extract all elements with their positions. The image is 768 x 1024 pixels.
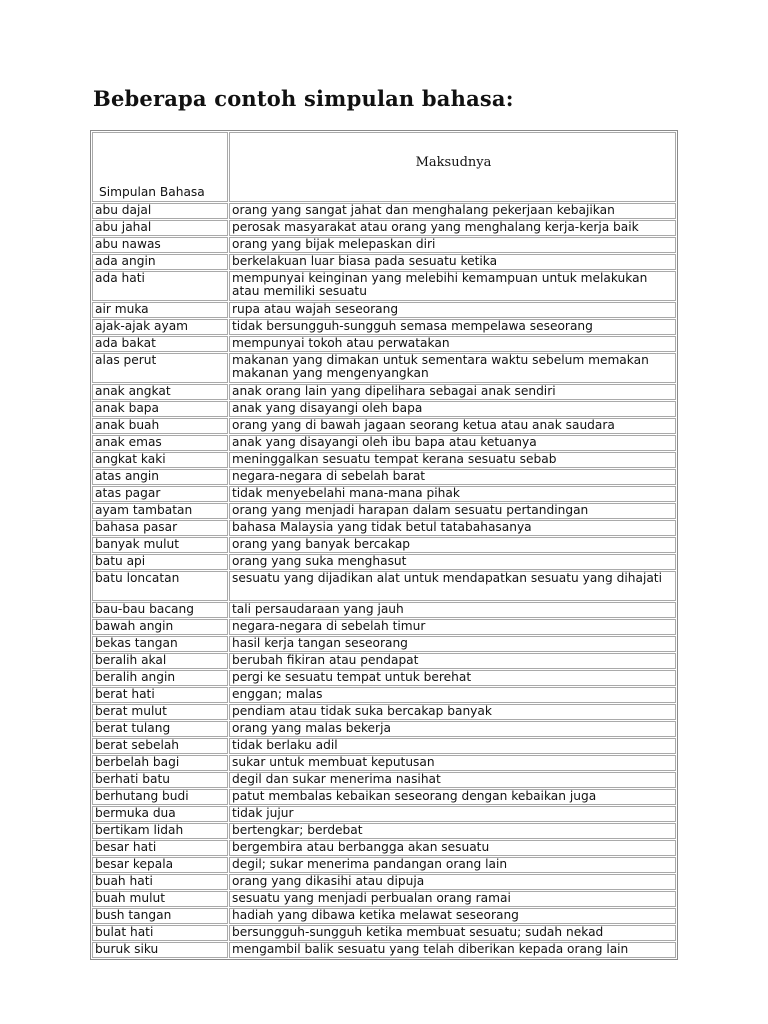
idiom-cell: atas angin (92, 469, 228, 485)
table-row (92, 670, 676, 686)
idiom-cell: berat tulang (92, 721, 228, 737)
meaning-cell: tali persaudaraan yang jauh (229, 602, 676, 618)
idiom-cell: buah mulut (92, 891, 228, 907)
meaning-cell: sesuatu yang dijadikan alat untuk mendapatkan sesuatu yang dihajati (229, 571, 676, 601)
idiom-cell: abu nawas (92, 237, 228, 253)
meaning-cell: hasil kerja tangan seseorang (229, 636, 676, 652)
meaning-cell: sesuatu yang menjadi perbualan orang ramai (229, 891, 676, 907)
table-row (92, 401, 676, 417)
idiom-cell: ada hati (92, 271, 228, 301)
table-row (92, 554, 676, 570)
table-row (92, 891, 676, 907)
idiom-cell: atas pagar (92, 486, 228, 502)
idiom-cell: besar kepala (92, 857, 228, 873)
meaning-cell: orang yang suka menghasut (229, 554, 676, 570)
idiom-cell: buah hati (92, 874, 228, 890)
idiom-cell: ayam tambatan (92, 503, 228, 519)
table-row (92, 772, 676, 788)
table-row (92, 874, 676, 890)
meaning-cell: orang yang menjadi harapan dalam sesuatu pertandingan (229, 503, 676, 519)
table-row (92, 520, 676, 536)
table-header-row (92, 132, 676, 202)
meaning-cell: berubah fikiran atau pendapat (229, 653, 676, 669)
idiom-cell: besar hati (92, 840, 228, 856)
idiom-cell: air muka (92, 302, 228, 318)
idiom-cell: anak buah (92, 418, 228, 434)
meaning-cell: tidak menyebelahi mana-mana pihak (229, 486, 676, 502)
idiom-cell: bertikam lidah (92, 823, 228, 839)
meaning-cell: mengambil balik sesuatu yang telah diberikan kepada orang lain (229, 942, 676, 958)
table-row (92, 806, 676, 822)
table-row (92, 469, 676, 485)
meaning-cell: orang yang bijak melepaskan diri (229, 237, 676, 253)
idiom-cell: bermuka dua (92, 806, 228, 822)
table-row (92, 721, 676, 737)
idiom-cell: bawah angin (92, 619, 228, 635)
idiom-cell: bulat hati (92, 925, 228, 941)
idiom-cell: beralih akal (92, 653, 228, 669)
table-row (92, 271, 676, 301)
table-row (92, 857, 676, 873)
table-row (92, 302, 676, 318)
idiom-cell: berhutang budi (92, 789, 228, 805)
meaning-cell: pendiam atau tidak suka bercakap banyak (229, 704, 676, 720)
meaning-cell: negara-negara di sebelah timur (229, 619, 676, 635)
meaning-cell: tidak berlaku adil (229, 738, 676, 754)
idiom-cell: batu api (92, 554, 228, 570)
meaning-cell: perosak masyarakat atau orang yang menghalang kerja-kerja baik (229, 220, 676, 236)
idiom-cell: banyak mulut (92, 537, 228, 553)
meaning-cell: degil dan sukar menerima nasihat (229, 772, 676, 788)
table-row (92, 789, 676, 805)
table-row (92, 203, 676, 219)
table-row (92, 942, 676, 958)
idiom-cell: abu jahal (92, 220, 228, 236)
meaning-cell: patut membalas kebaikan seseorang dengan kebaikan juga (229, 789, 676, 805)
table-row (92, 435, 676, 451)
table-row (92, 653, 676, 669)
idiom-cell: bahasa pasar (92, 520, 228, 536)
idiom-cell: beralih angin (92, 670, 228, 686)
table-row (92, 237, 676, 253)
table-row (92, 925, 676, 941)
idiom-table (90, 130, 678, 960)
idiom-cell: angkat kaki (92, 452, 228, 468)
table-row (92, 486, 676, 502)
meaning-cell: bertengkar; berdebat (229, 823, 676, 839)
table-row (92, 319, 676, 335)
idiom-cell: ada angin (92, 254, 228, 270)
meaning-cell: orang yang malas bekerja (229, 721, 676, 737)
meaning-cell: meninggalkan sesuatu tempat kerana sesuatu sebab (229, 452, 676, 468)
meaning-cell: degil; sukar menerima pandangan orang lain (229, 857, 676, 873)
meaning-cell: anak orang lain yang dipelihara sebagai anak sendiri (229, 384, 676, 400)
table-row (92, 908, 676, 924)
page-title: Beberapa contoh simpulan bahasa: (93, 86, 514, 111)
meaning-cell: rupa atau wajah seseorang (229, 302, 676, 318)
meaning-cell: anak yang disayangi oleh bapa (229, 401, 676, 417)
idiom-cell: berat hati (92, 687, 228, 703)
idiom-cell: anak bapa (92, 401, 228, 417)
table-row (92, 353, 676, 383)
meaning-cell: enggan; malas (229, 687, 676, 703)
meaning-cell: orang yang banyak bercakap (229, 537, 676, 553)
table-row (92, 384, 676, 400)
header-maksudnya: Maksudnya (229, 132, 676, 202)
idiom-cell: alas perut (92, 353, 228, 383)
idiom-cell: berhati batu (92, 772, 228, 788)
meaning-cell: berkelakuan luar biasa pada sesuatu ketika (229, 254, 676, 270)
table-row (92, 823, 676, 839)
header-simpulan-bahasa: Simpulan Bahasa (92, 132, 228, 202)
idiom-cell: ajak-ajak ayam (92, 319, 228, 335)
table-row (92, 537, 676, 553)
meaning-cell: orang yang di bawah jagaan seorang ketua atau anak saudara (229, 418, 676, 434)
table-row (92, 452, 676, 468)
table-row (92, 602, 676, 618)
idiom-cell: batu loncatan (92, 571, 228, 601)
idiom-cell: bush tangan (92, 908, 228, 924)
idiom-cell: bau-bau bacang (92, 602, 228, 618)
table-row (92, 619, 676, 635)
idiom-cell: buruk siku (92, 942, 228, 958)
idiom-cell: anak emas (92, 435, 228, 451)
table-row (92, 254, 676, 270)
idiom-cell: berat mulut (92, 704, 228, 720)
meaning-cell: bergembira atau berbangga akan sesuatu (229, 840, 676, 856)
table-row (92, 418, 676, 434)
meaning-cell: negara-negara di sebelah barat (229, 469, 676, 485)
idiom-cell: anak angkat (92, 384, 228, 400)
table-row (92, 738, 676, 754)
meaning-cell: bersungguh-sungguh ketika membuat sesuatu; sudah nekad (229, 925, 676, 941)
meaning-cell: bahasa Malaysia yang tidak betul tatabahasanya (229, 520, 676, 536)
idiom-cell: berat sebelah (92, 738, 228, 754)
meaning-cell: anak yang disayangi oleh ibu bapa atau ketuanya (229, 435, 676, 451)
table-row (92, 220, 676, 236)
table-row (92, 687, 676, 703)
meaning-cell: pergi ke sesuatu tempat untuk berehat (229, 670, 676, 686)
idiom-cell: bekas tangan (92, 636, 228, 652)
table-row (92, 704, 676, 720)
meaning-cell: tidak jujur (229, 806, 676, 822)
table-row (92, 636, 676, 652)
meaning-cell: orang yang dikasihi atau dipuja (229, 874, 676, 890)
idiom-cell: ada bakat (92, 336, 228, 352)
meaning-cell: tidak bersungguh-sungguh semasa mempelawa seseorang (229, 319, 676, 335)
meaning-cell: orang yang sangat jahat dan menghalang pekerjaan kebajikan (229, 203, 676, 219)
table-row (92, 755, 676, 771)
table-row (92, 503, 676, 519)
table-row (92, 336, 676, 352)
meaning-cell: mempunyai tokoh atau perwatakan (229, 336, 676, 352)
meaning-cell: makanan yang dimakan untuk sementara waktu sebelum memakan makanan yang mengenyangkan (229, 353, 676, 383)
idiom-cell: abu dajal (92, 203, 228, 219)
table-row (92, 571, 676, 601)
table-row (92, 840, 676, 856)
table-body (92, 203, 676, 958)
meaning-cell: hadiah yang dibawa ketika melawat seseorang (229, 908, 676, 924)
meaning-cell: mempunyai keinginan yang melebihi kemampuan untuk melakukan atau memiliki sesuatu (229, 271, 676, 301)
meaning-cell: sukar untuk membuat keputusan (229, 755, 676, 771)
idiom-cell: berbelah bagi (92, 755, 228, 771)
